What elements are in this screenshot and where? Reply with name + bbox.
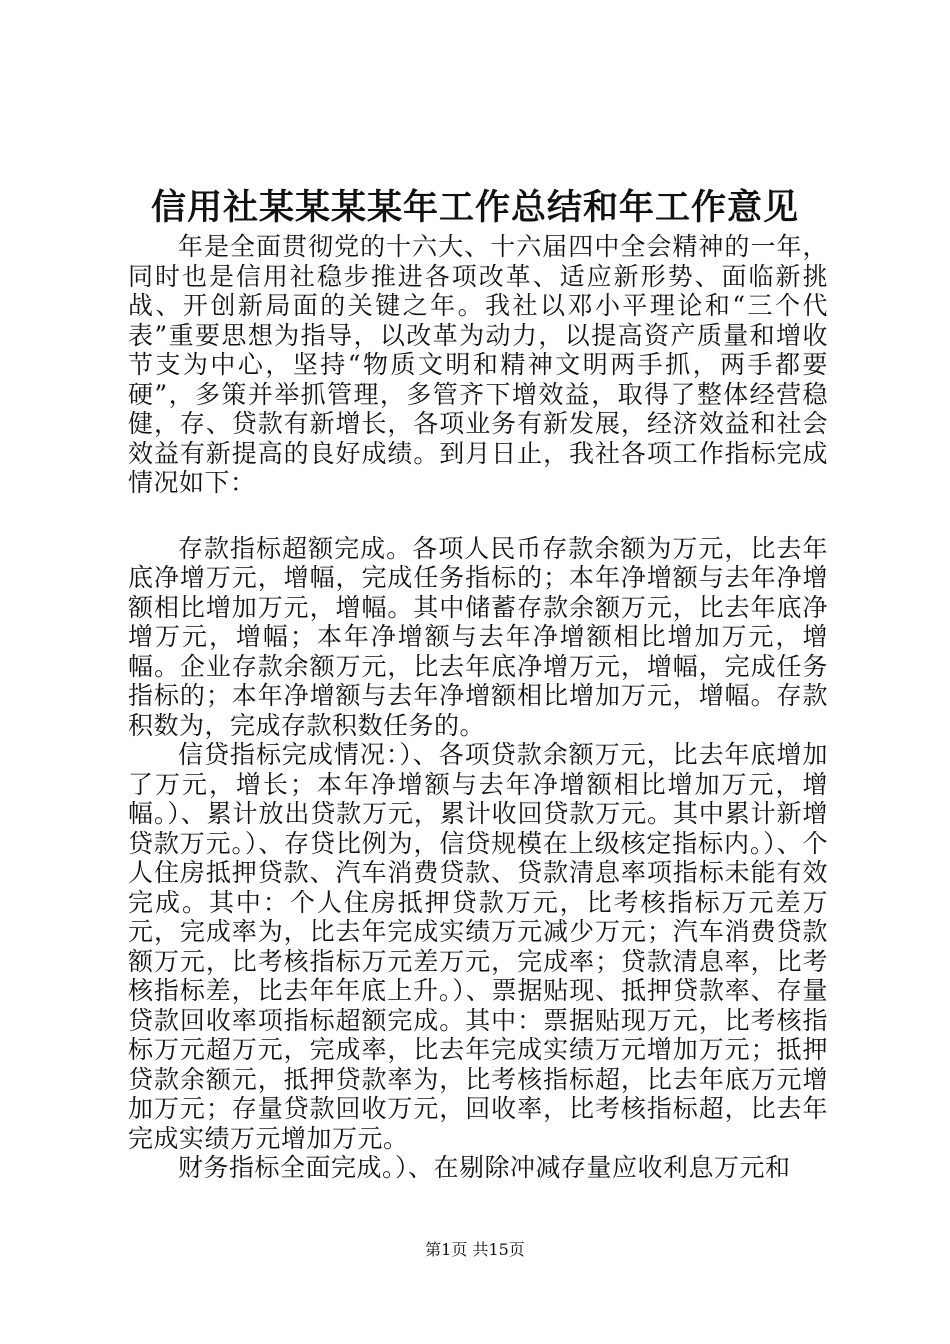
paragraph-deposits: 存款指标超额完成。各项人民币存款余额为万元，比去年底净增万元，增幅，完成任务指标的；本年净增额与去年净增额相比增加万元，增幅。其中储蓄存款余额万元，比去年底净增万元，增幅；本年净增额与去年净增额相比增加万元，增幅。企业存款余额万元，比去年底净增万元，增幅，完成任务指标的；本年净增额与去年净增额相比增加万元，增幅。存款积数为，完成存款积数任务的。 [128,533,828,740]
document-body [128,232,828,1183]
paragraph-intro: 年是全面贯彻党的十六大、十六届四中全会精神的一年，同时也是信用社稳步推进各项改革、适应新形势、面临新挑战、开创新局面的关键之年。我社以邓小平理论和“三个代表”重要思想为指导，以改革为动力，以提高资产质量和增收节支为中心，坚持“物质文明和精神文明两手抓，两手都要硬”，多策并举抓管理，多管齐下增效益，取得了整体经营稳健，存、贷款有新增长，各项业务有新发展，经济效益和社会效益有新提高的良好成绩。到月日止，我社各项工作指标完成情况如下： [128,232,828,497]
paragraph-credit: 信贷指标完成情况：）、各项贷款余额万元，比去年底增加了万元，增长；本年净增额与去年净增额相比增加万元，增幅。）、累计放出贷款万元，累计收回贷款万元。其中累计新增贷款万元。）、存贷比例为，信贷规模在上级核定指标内。）、个人住房抵押贷款、汽车消费贷款、贷款清息率项指标未能有效完成。其中：个人住房抵押贷款万元，比考核指标万元差万元，完成率为，比去年完成实绩万元减少万元；汽车消费贷款额万元，比考核指标万元差万元，完成率；贷款清息率，比考核指标差，比去年年底上升。）、票据贴现、抵押贷款率、存量贷款回收率项指标超额完成。其中：票据贴现万元，比考核指标万元超万元，完成率，比去年完成实绩万元增加万元；抵押贷款余额元，抵押贷款率为，比考核指标超，比去年底万元增加万元；存量贷款回收万元，回收率，比考核指标超，比去年完成实绩万元增加万元。 [128,740,828,1153]
paragraph-finance: 财务指标全面完成。）、在剔除冲减存量应收利息万元和 [178,1153,791,1182]
document-title: 信用社某某某某年工作总结和年工作意见 [150,187,799,228]
page-number-footer: 第1页 共15页 [425,1240,525,1259]
